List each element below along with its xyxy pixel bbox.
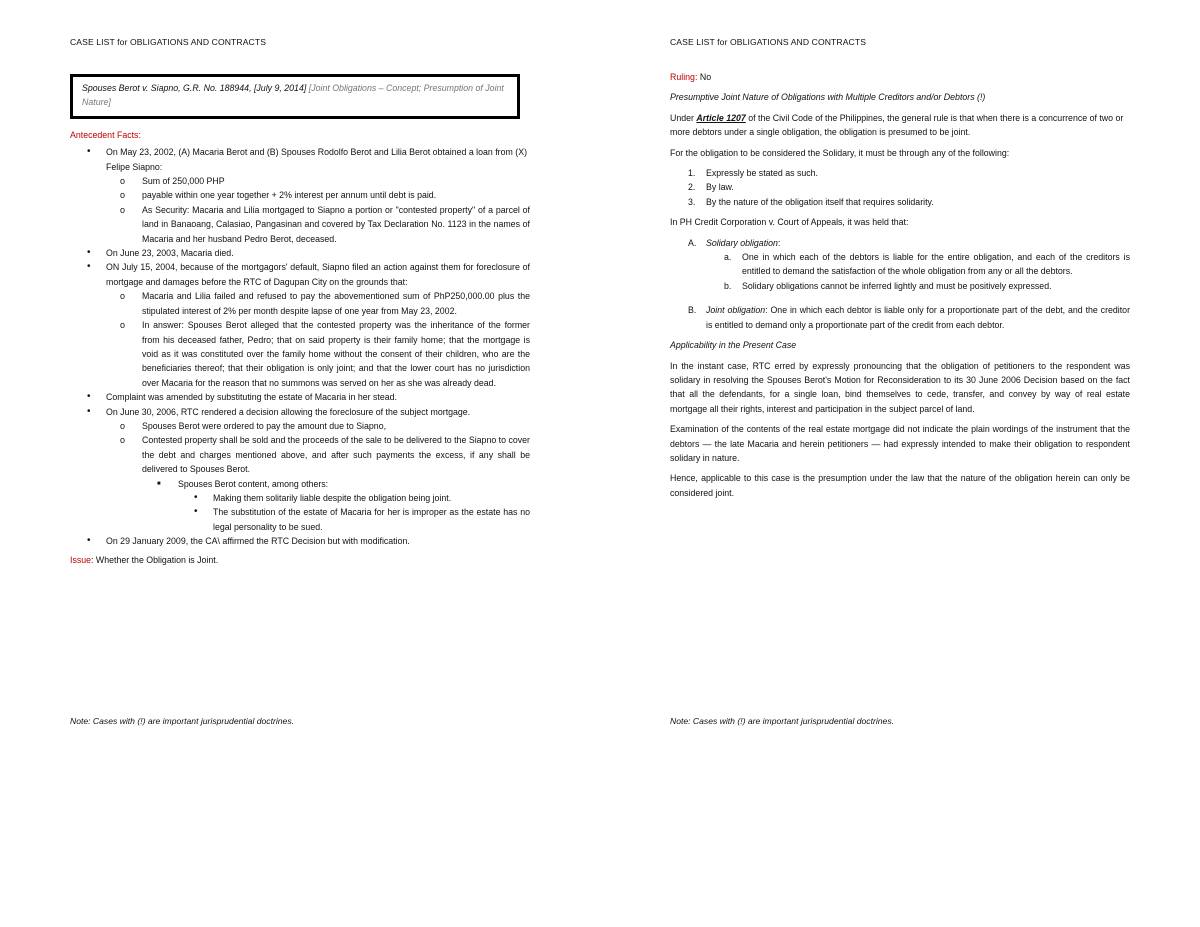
list-item — [70, 246, 530, 260]
sub-fact-text: As Security: Macaria and Lilia mortgaged to Siapno a portion or "contested property" of a parcel of land in Banaoang, Calasiao, Pangasinan and covered by Tax Declaration No. 1123 in the names of Macaria and her husband Pedro Berot, deceased. — [142, 204, 530, 244]
list-item — [106, 289, 530, 318]
obligation-types-list — [670, 236, 1130, 250]
list-item: 1. Expressly be stated as such. — [688, 168, 818, 179]
bullet-icon: • — [87, 261, 91, 273]
issue-label: Issue — [70, 554, 92, 565]
solidary-intro: For the obligation to be considered the Solidary, it must be through any of the following: — [670, 147, 1010, 158]
facts-list — [70, 145, 530, 548]
case-subtitle: [Joint Obligations – Concept; Presumption of Joint Nature] — [82, 83, 504, 108]
ruling-label: Ruling: — [670, 72, 698, 82]
paragraph-1: In the instant case, RTC erred by expressly pronouncing that the obligation of petitioners to the respondent was solidary in resolving the Spouses Berot's Motion for Reconsideration to its 30 June 2006 Decision based on the fact that all the defendants, for a single loan, bind themselves to cede, transfer, and convey by way of real estate mortgage all their rights, interest and participation in the subject parcel of land. — [670, 360, 1130, 414]
article-post: of the Civil Code of the Philippines, the general rule is that when there is a concurrence of two or more debtors under a single obligation, the obligation is presumed to be joint. — [670, 112, 1124, 138]
left-content — [70, 74, 530, 567]
list-item — [70, 390, 530, 404]
joint-obligation-text: : One in which each debtor is liable only for a proportionate part of the debt, and the creditor is entitled to demand only a proportionate part of the credit from each debtor. — [706, 305, 1131, 330]
solidary-way: By the nature of the obligation itself that requires solidarity. — [706, 196, 934, 207]
bullet-icon: • — [87, 405, 91, 417]
bullet-icon: • — [87, 535, 91, 547]
sub-fact-text: Sum of 250,000 PHP — [142, 176, 225, 187]
circle-bullet-icon: o — [120, 420, 126, 431]
joint-obligation-list — [670, 303, 1130, 332]
case-title: Spouses Berot v. Siapno, G.R. No. 188944, [July 9, 2014] — [82, 83, 307, 93]
list-item: 2. By law. — [688, 182, 734, 193]
solidary-ways-list — [670, 166, 1130, 209]
list-item: b. Solidary obligations cannot be inferred lightly and must be positively expressed. — [724, 280, 1052, 291]
list-item — [106, 419, 530, 433]
sub-fact-text: Macaria and Lilia failed and refused to pay the abovementioned sum of PhP250,000.00 plus the stipulated interest of 2% per month despite lapse of one year from May 23, 2002. — [142, 291, 530, 316]
list-item — [142, 477, 530, 535]
bullet-icon: • — [194, 506, 198, 518]
deep-fact-text: Spouses Berot content, among others: — [178, 478, 329, 489]
list-item — [70, 260, 530, 390]
fact-text: Complaint was amended by substituting the estate of Macaria in her stead. — [106, 392, 397, 403]
solidary-point: One in which each of the debtors is liable for the entire obligation, and each of the creditors is entitled to demand the satisfaction of the whole obligation from any or all the debtors. — [742, 252, 1130, 277]
right-page — [600, 0, 1200, 927]
deepest-fact-text: The substitution of the estate of Macaria for her is improper as the estate has no legal personality to be sued. — [213, 507, 530, 532]
list-item — [106, 188, 530, 202]
list-item — [106, 174, 530, 188]
fact-text: ON July 15, 2004, because of the mortgagors' default, Siapno filed an action against them for foreclosure of mortgage and damages before the RTC of Dagupan City on the grounds that: — [106, 262, 530, 287]
sub-fact-text: Spouses Berot were ordered to pay the amount due to Siapno, — [142, 420, 387, 431]
circle-bullet-icon: o — [120, 291, 126, 302]
list-item — [70, 145, 530, 246]
deep-list — [142, 477, 530, 535]
page-header: CASE LIST for OBLIGATIONS AND CONTRACTS — [670, 37, 867, 47]
sub-fact-text: In answer: Spouses Berot alleged that the contested property was the inheritance of the former from his deceased father, Pedro; that on said property is their family home; that the mortgage is void as it was constituted over the family home without the consent of their children, who are the beneficiaries thereof; that their obligation is only joint; and that the lower court has no jurisdiction over Macaria for the reason that no summons was served on her as she was already dead. — [142, 320, 530, 388]
deepest-list — [178, 491, 530, 534]
presumptive-heading: Presumptive Joint Nature of Obligations with Multiple Creditors and/or Debtors (!) — [670, 92, 986, 103]
ruling-line — [670, 70, 1130, 84]
joint-obligation-label: Joint obligation — [706, 305, 766, 316]
list-item: a. One in which each of the debtors is liable for the entire obligation, and each of the creditors is entitled to demand the satisfaction of the whole obligation from any or all the debtors. — [724, 252, 1130, 277]
sub-list — [106, 419, 530, 534]
paragraph-3: Hence, applicable to this case is the presumption under the law that the nature of the obligation herein can only be considered joint. — [670, 473, 1130, 498]
paragraph-2: Examination of the contents of the real estate mortgage did not indicate the plain wordings of the instrument that the debtors — the late Macaria and herein petitioners — had expressly intended to make their obligation to respondent solidary in nature. — [670, 424, 1130, 463]
article-ref: Article 1207 — [696, 112, 746, 123]
applicability-heading: Applicability in the Present Case — [670, 340, 797, 351]
bullet-icon: • — [87, 247, 91, 259]
deepest-fact-text: Making them solitarily liable despite the obligation being joint. — [213, 492, 452, 503]
page-footer: Note: Cases with (!) are important jurisprudential doctrines. — [70, 716, 295, 726]
fact-text: On June 23, 2003, Macaria died. — [106, 248, 234, 259]
antecedent-heading: Antecedent Facts: — [70, 129, 141, 140]
issue-text: : Whether the Obligation is Joint. — [91, 554, 219, 565]
case-title-box — [70, 74, 520, 119]
solidary-point: Solidary obligations cannot be inferred lightly and must be positively expressed. — [742, 280, 1052, 291]
list-item: A. Solidary obligation: — [688, 237, 781, 248]
list-item — [106, 203, 530, 246]
sub-fact-text: Contested property shall be sold and the proceeds of the sale to be delivered to the Siapno to cover the debt and charges mentioned above, and after such payments the excess, if any shall be delivered to Spouses Berot. — [142, 435, 530, 475]
list-item: 3. By the nature of the obligation itself that requires solidarity. — [688, 196, 934, 207]
list-item: B. Joint obligation: One in which each debtor is liable only for a proportionate part of the debt, and the creditor is entitled to demand only a proportionate part of the credit from each debtor. — [688, 305, 1131, 330]
fact-text: On June 30, 2006, RTC rendered a decision allowing the foreclosure of the subject mortgage. — [106, 406, 471, 417]
list-item — [178, 505, 530, 534]
circle-bullet-icon: o — [120, 204, 126, 215]
bullet-icon: • — [194, 491, 198, 503]
sub-list — [106, 289, 530, 390]
solidary-way: By law. — [706, 182, 734, 193]
page-footer: Note: Cases with (!) are important jurisprudential doctrines. — [670, 716, 895, 726]
fact-text: On May 23, 2002, (A) Macaria Berot and (B) Spouses Rodolfo Berot and Lilia Berot obtained a loan from (X) Felipe Siapno: — [106, 147, 528, 172]
sub-list — [106, 174, 530, 246]
solidary-obligation-label: Solidary obligation — [706, 237, 778, 248]
square-bullet-icon: ■ — [157, 480, 161, 487]
ph-credit-line: In PH Credit Corporation v. Court of Appeals, it was held that: — [670, 217, 909, 228]
list-item — [178, 491, 530, 505]
circle-bullet-icon: o — [120, 320, 126, 331]
right-content — [670, 70, 1130, 506]
sub-fact-text: payable within one year together + 2% interest per annum until debt is paid. — [142, 190, 437, 201]
issue-line — [70, 553, 530, 567]
bullet-icon: • — [87, 146, 91, 158]
circle-bullet-icon: o — [120, 435, 126, 446]
page-header: CASE LIST for OBLIGATIONS AND CONTRACTS — [70, 37, 267, 47]
circle-bullet-icon: o — [120, 190, 126, 201]
article-pre: Under — [670, 112, 697, 123]
list-item — [70, 534, 530, 548]
list-item — [70, 405, 530, 535]
bullet-icon: • — [87, 391, 91, 403]
article-paragraph — [670, 111, 1130, 140]
list-item — [106, 318, 530, 390]
solidary-way: Expressly be stated as such. — [706, 168, 818, 179]
list-item — [106, 433, 530, 534]
solidary-points-list — [670, 250, 1130, 293]
ruling-value: No — [699, 72, 712, 82]
circle-bullet-icon: o — [120, 176, 126, 187]
fact-text: On 29 January 2009, the CA\ affirmed the RTC Decision but with modification. — [106, 536, 410, 547]
